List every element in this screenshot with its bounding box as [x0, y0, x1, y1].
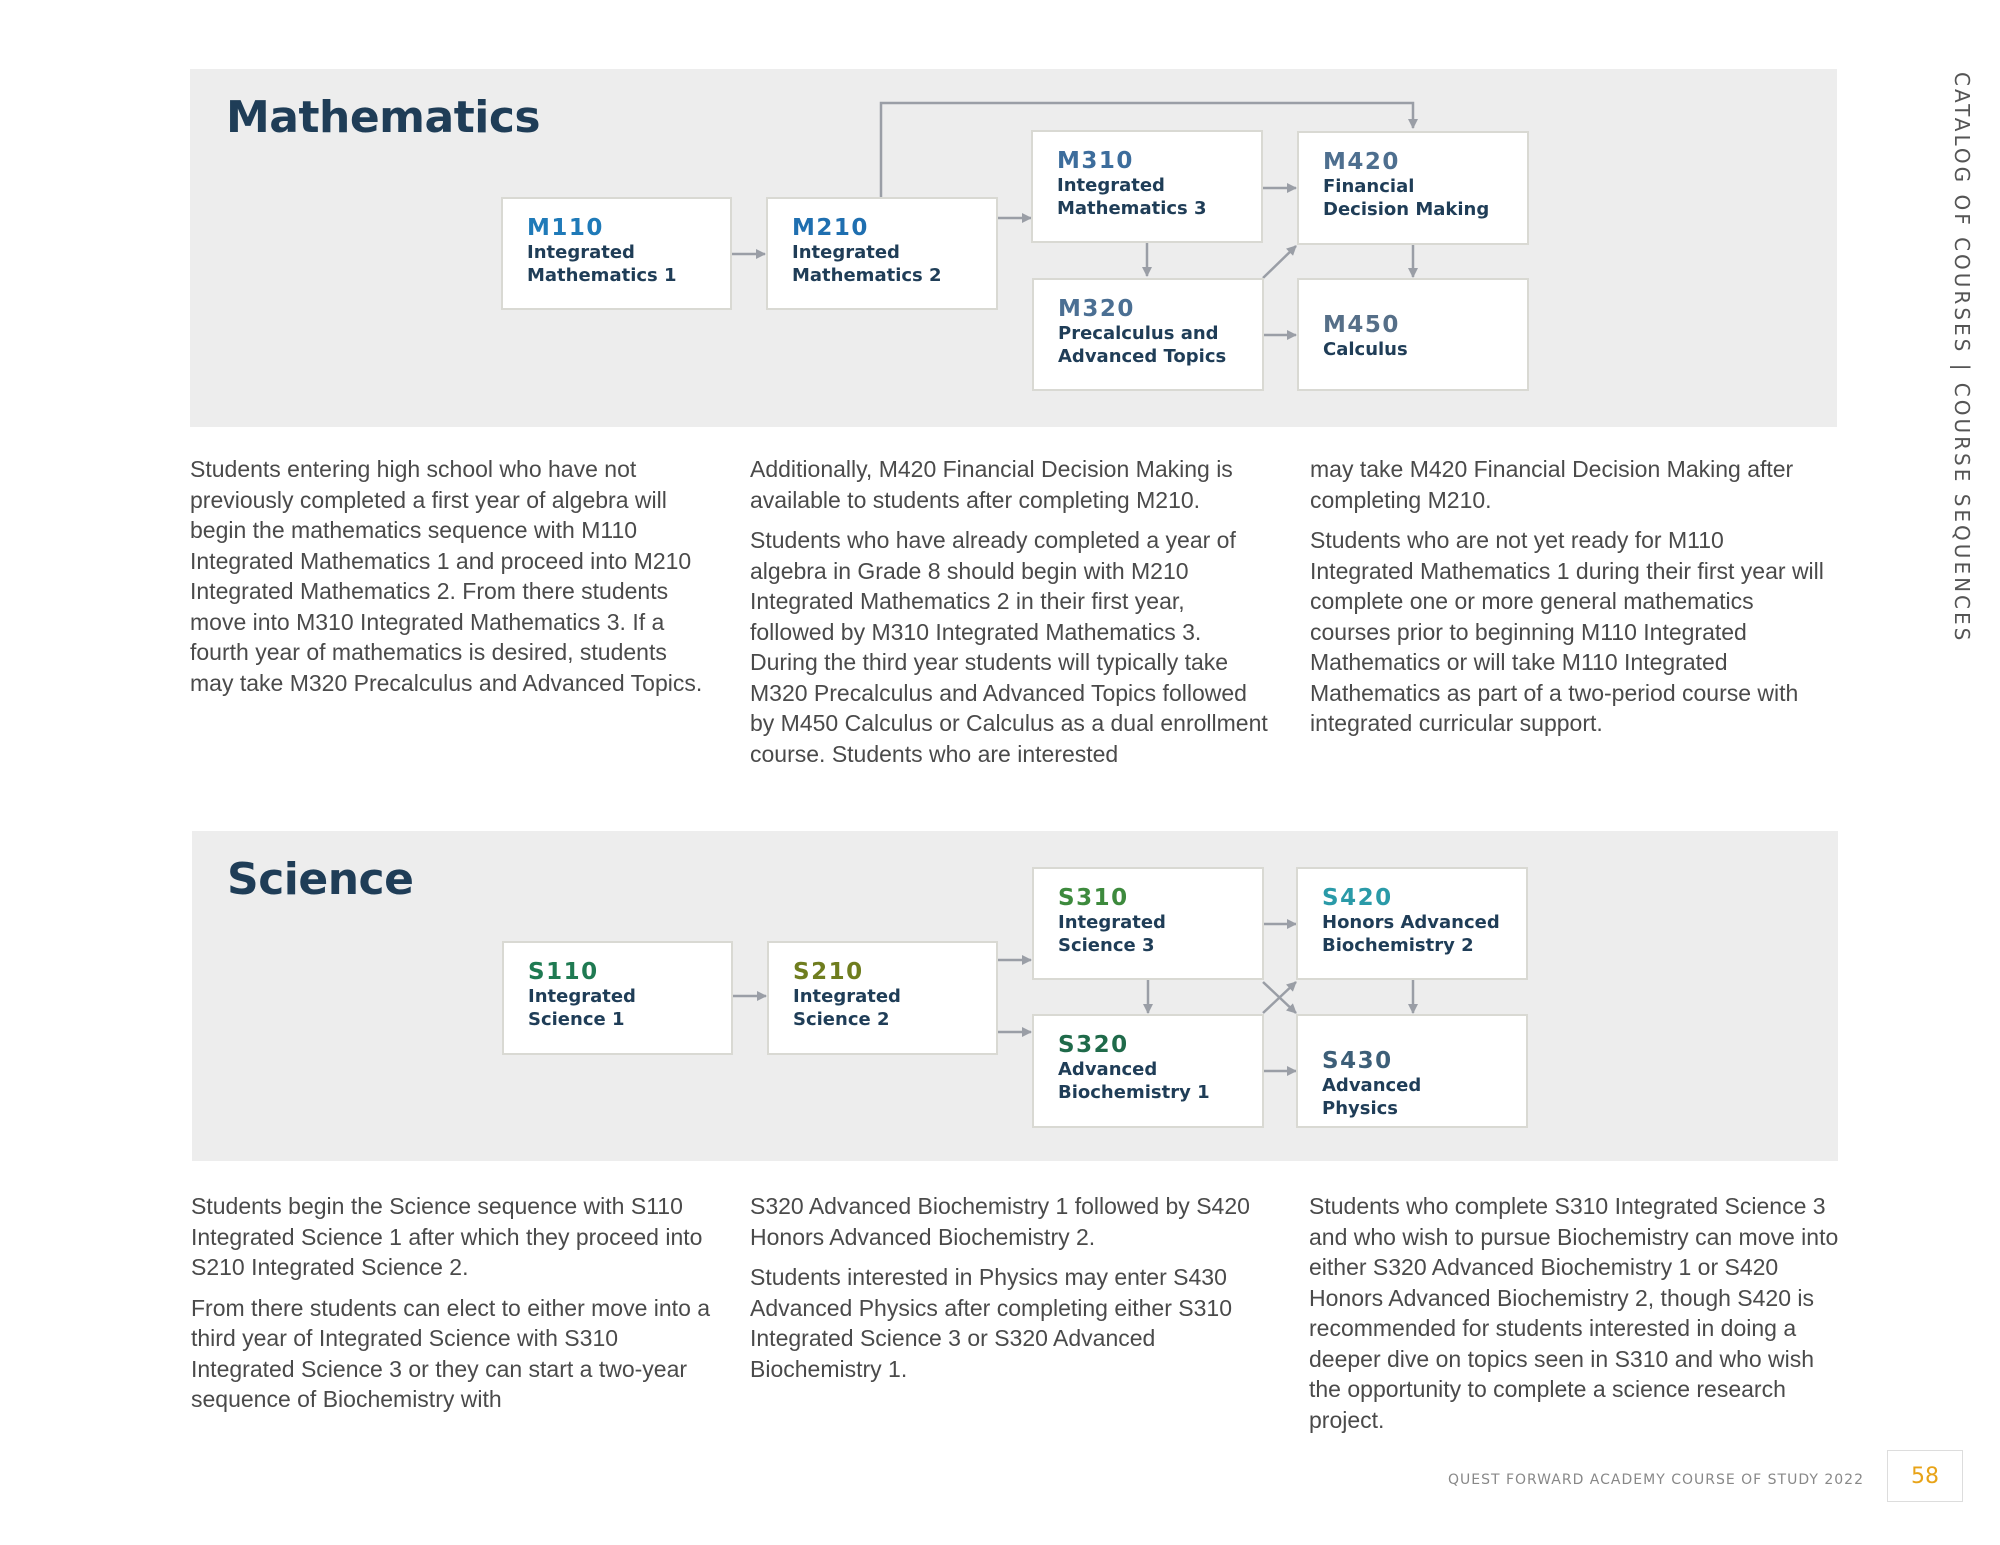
- paragraph: may take M420 Financial Decision Making after completing M210.: [1310, 456, 1794, 513]
- course-name: Financial Decision Making: [1323, 176, 1490, 220]
- paragraph: Students interested in Physics may enter S430 Advanced Physics after completing either S310 Integrated Science 3 or S320 Advanced Biochemistry 1.: [750, 1264, 1232, 1382]
- course-name: Advanced Physics: [1322, 1075, 1422, 1119]
- footer-publication: QUEST FORWARD ACADEMY COURSE OF STUDY 2022: [1447, 1472, 1864, 1488]
- science-text-col-1: [191, 1191, 716, 1425]
- course-name: Honors Advanced Biochemistry 2: [1322, 912, 1500, 956]
- page-number: 58: [1887, 1450, 1963, 1502]
- paragraph: Students who complete S310 Integrated Science 3 and who wish to pursue Biochemistry can move into either S320 Advanced Biochemistry 1 or S420 Honors Advanced Biochemistry 2, though S420 is recommended for students interested in doing a deeper dive on topics seen in S310 and who wish the opportunity to complete a science research project.: [1309, 1193, 1839, 1433]
- course-box-s420: [1296, 867, 1528, 980]
- course-code: S110: [528, 959, 599, 985]
- course-code: S420: [1322, 885, 1393, 911]
- paragraph: From there students can elect to either move into a third year of Integrated Science with S310 Integrated Science 3 or they can start a two-year sequence of Biochemistry with: [191, 1294, 711, 1412]
- paragraph: Additionally, M420 Financial Decision Making is available to students after completing M210.: [750, 456, 1233, 513]
- course-code: M310: [1057, 148, 1134, 174]
- math-title: Mathematics: [226, 92, 541, 143]
- course-name: Precalculus and Advanced Topics: [1058, 323, 1227, 367]
- course-name: Integrated Science 3: [1058, 912, 1166, 956]
- course-name: Calculus: [1323, 339, 1408, 360]
- paragraph: Students entering high school who have not previously completed a first year of algebra will begin the mathematics sequence with M110 Integrated Mathematics 1 and proceed into M210 Integrated Mathematics 2. From there students move into M310 Integrated Mathematics 3. If a fourth year of mathematics is desired, students may take M320 Precalculus and Advanced Topics.: [190, 456, 703, 696]
- paragraph: Students who have already completed a year of algebra in Grade 8 should begin with M210 Integrated Mathematics 2 in their first year, followed by M310 Integrated Mathematics 3. During the third year students will typically take M320 Precalculus and Advanced Topics followed by M450 Calculus or Calculus as a dual enrollment course. Students who are interested: [750, 527, 1268, 767]
- course-name: Integrated Mathematics 3: [1057, 175, 1207, 219]
- course-code: S430: [1322, 1048, 1393, 1074]
- paragraph: S320 Advanced Biochemistry 1 followed by S420 Honors Advanced Biochemistry 2.: [750, 1193, 1250, 1250]
- course-code: M450: [1323, 312, 1400, 338]
- course-box-s430: [1296, 1014, 1528, 1128]
- course-code: S310: [1058, 885, 1129, 911]
- course-box-s110: [502, 941, 733, 1055]
- science-text-col-2: [750, 1191, 1270, 1394]
- side-section-label: CATALOG OF COURSES | COURSE SEQUENCES: [1950, 72, 1974, 644]
- course-code: M320: [1058, 296, 1135, 322]
- course-code: M420: [1323, 149, 1400, 175]
- science-text-col-3: [1309, 1191, 1839, 1445]
- course-name: Integrated Science 2: [793, 986, 901, 1030]
- paragraph: Students begin the Science sequence with S110 Integrated Science 1 after which they proceed into S210 Integrated Science 2.: [191, 1193, 703, 1280]
- course-box-s310: [1032, 867, 1264, 980]
- paragraph: Students who are not yet ready for M110 Integrated Mathematics 1 during their first year will complete one or more general mathematics courses prior to beginning M110 Integrated Mathematics or will take M110 Integrated Mathematics as part of a two-period course with integrated curricular support.: [1310, 527, 1824, 736]
- course-code: M110: [527, 215, 604, 241]
- course-name: Integrated Science 1: [528, 986, 636, 1030]
- course-code: S210: [793, 959, 864, 985]
- course-code: S320: [1058, 1032, 1129, 1058]
- course-box-s320: [1032, 1014, 1264, 1128]
- science-title: Science: [227, 854, 414, 905]
- course-name: Integrated Mathematics 1: [527, 242, 677, 286]
- course-box-s210: [767, 941, 998, 1055]
- course-code: M210: [792, 215, 869, 241]
- course-name: Integrated Mathematics 2: [792, 242, 942, 286]
- course-name: Advanced Biochemistry 1: [1058, 1059, 1210, 1103]
